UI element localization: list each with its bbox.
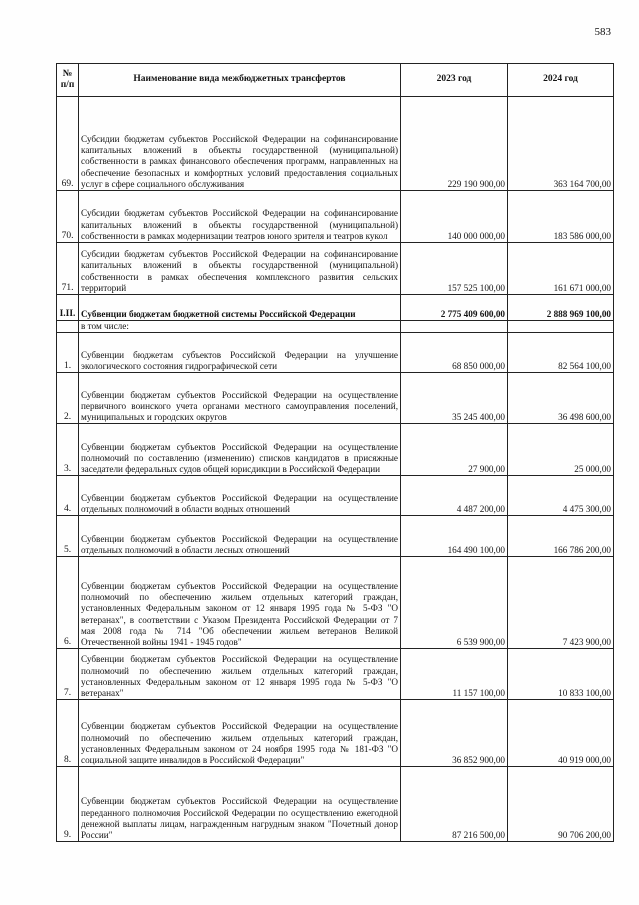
- row-amount-2023: 35 245 400,00: [401, 373, 508, 424]
- row-transfer-name: Субвенции бюджетам субъектов Российской Федерации на осуществление отдельных полномочий в области лесных отношений: [79, 516, 401, 557]
- row-amount-2024: 4 475 300,00: [508, 476, 614, 516]
- table-row: [57, 700, 614, 767]
- header-num: № п/п: [57, 64, 79, 97]
- row-amount-2024: 36 498 600,00: [508, 373, 614, 424]
- row-amount-2023: 27 900,00: [401, 424, 508, 476]
- row-amount-2023: 36 852 900,00: [401, 700, 508, 767]
- page-number: 583: [594, 26, 611, 38]
- row-transfer-name: Субвенции бюджетам субъектов Российской Федерации на осуществление отдельных полномочий в области водных отношений: [79, 476, 401, 516]
- row-number: 69.: [57, 97, 79, 191]
- row-number: I.II.: [57, 295, 79, 321]
- table-row: [57, 333, 614, 373]
- row-transfer-name: Субвенции бюджетам субъектов Российской Федерации на улучшение экологического состояния гидрографической сети: [79, 333, 401, 373]
- row-amount-2023: [401, 321, 508, 333]
- table-row: [57, 321, 614, 333]
- table-row: [57, 767, 614, 842]
- row-number: 4.: [57, 476, 79, 516]
- row-amount-2024: 40 919 000,00: [508, 700, 614, 767]
- header-year-2023: 2023 год: [401, 64, 508, 97]
- row-amount-2023: 11 157 100,00: [401, 649, 508, 700]
- row-number: 5.: [57, 516, 79, 557]
- row-amount-2024: 183 586 000,00: [508, 191, 614, 243]
- row-amount-2024: 363 164 700,00: [508, 97, 614, 191]
- table-row: [57, 97, 614, 191]
- row-amount-2023: 157 525 100,00: [401, 243, 508, 295]
- row-transfer-name: Субвенции бюджетам субъектов Российской Федерации на осуществление первичного воинского учета органами местного самоуправления поселений, муниципальных и городских округов: [79, 373, 401, 424]
- row-number: 7.: [57, 649, 79, 700]
- row-number: 8.: [57, 700, 79, 767]
- row-transfer-name: Субвенции бюджетам субъектов Российской Федерации на осуществление полномочий по составлению (изменению) списков кандидатов в присяжные заседатели федеральных судов общей юрисдикции в Российской Федерации: [79, 424, 401, 476]
- table-row: [57, 516, 614, 557]
- row-number: 9.: [57, 767, 79, 842]
- row-number: 6.: [57, 557, 79, 649]
- header-year-2024: 2024 год: [508, 64, 614, 97]
- row-transfer-name: Субвенции бюджетам бюджетной системы Российской Федерации: [79, 295, 401, 321]
- row-transfer-name: Субвенции бюджетам субъектов Российской Федерации на осуществление переданного полномочия Российской Федерации по осуществлению ежегодной денежной выплаты лицам, награжденным нагрудным знаком "Почетный донор России": [79, 767, 401, 842]
- row-transfer-name: Субвенции бюджетам субъектов Российской Федерации на осуществление полномочий по обеспечению жильем отдельных категорий граждан, установленных Федеральным законом от 12 января 1995 года № 5-ФЗ "О ветеранах", в соответствии с Указом Президента Российской Федерации от 7 мая 2008 года № 714 "Об обеспечении жильем ветеранов Великой Отечественной войны 1941 - 1945 годов": [79, 557, 401, 649]
- table-row: [57, 424, 614, 476]
- table-row: [57, 557, 614, 649]
- transfers-table: [56, 63, 614, 842]
- table-row: [57, 243, 614, 295]
- row-transfer-name: Субсидии бюджетам субъектов Российской Федерации на софинансирование капитальных вложений в объекты государственной (муниципальной) собственности в рамках модернизации театров юного зрителя и театров кукол: [79, 191, 401, 243]
- row-amount-2023: 140 000 000,00: [401, 191, 508, 243]
- row-amount-2023: 87 216 500,00: [401, 767, 508, 842]
- row-amount-2024: 90 706 200,00: [508, 767, 614, 842]
- row-amount-2024: 166 786 200,00: [508, 516, 614, 557]
- row-amount-2023: 229 190 900,00: [401, 97, 508, 191]
- row-number: 2.: [57, 373, 79, 424]
- row-amount-2024: 161 671 000,00: [508, 243, 614, 295]
- table-row: [57, 191, 614, 243]
- row-amount-2023: 6 539 900,00: [401, 557, 508, 649]
- table-row: [57, 295, 614, 321]
- row-amount-2024: 82 564 100,00: [508, 333, 614, 373]
- row-amount-2023: 4 487 200,00: [401, 476, 508, 516]
- table-row: [57, 373, 614, 424]
- row-amount-2023: 164 490 100,00: [401, 516, 508, 557]
- row-number: 71.: [57, 243, 79, 295]
- row-number: 70.: [57, 191, 79, 243]
- row-transfer-name: Субвенции бюджетам субъектов Российской Федерации на осуществление полномочий по обеспечению жильем отдельных категорий граждан, установленных Федеральным законом от 24 ноября 1995 года № 181-ФЗ "О социальной защите инвалидов в Российской Федерации": [79, 700, 401, 767]
- row-transfer-name: Субсидии бюджетам субъектов Российской Федерации на софинансирование капитальных вложений в объекты государственной (муниципальной) собственности в рамках обеспечения комплексного развития сельских территорий: [79, 243, 401, 295]
- row-amount-2024: 7 423 900,00: [508, 557, 614, 649]
- row-number: 1.: [57, 333, 79, 373]
- row-transfer-name: Субсидии бюджетам субъектов Российской Федерации на софинансирование капитальных вложений в объекты государственной (муниципальной) собственности в рамках финансового обеспечения программ, направленных на обеспечение безопасных и комфортных условий предоставления социальных услуг в сфере социального обслуживания: [79, 97, 401, 191]
- row-amount-2024: 10 833 100,00: [508, 649, 614, 700]
- row-transfer-name: в том числе:: [79, 321, 401, 333]
- row-amount-2023: 68 850 000,00: [401, 333, 508, 373]
- row-number: 3.: [57, 424, 79, 476]
- table-header-row: [57, 64, 614, 97]
- table-body: [57, 97, 614, 842]
- row-amount-2024: [508, 321, 614, 333]
- row-amount-2023: 2 775 409 600,00: [401, 295, 508, 321]
- table-row: [57, 476, 614, 516]
- row-number: [57, 321, 79, 333]
- table-row: [57, 649, 614, 700]
- row-amount-2024: 25 000,00: [508, 424, 614, 476]
- row-transfer-name: Субвенции бюджетам субъектов Российской Федерации на осуществление полномочий по обеспечению жильем отдельных категорий граждан, установленных Федеральным законом от 12 января 1995 года № 5-ФЗ "О ветеранах": [79, 649, 401, 700]
- header-name: Наименование вида межбюджетных трансфертов: [79, 64, 401, 97]
- row-amount-2024: 2 888 969 100,00: [508, 295, 614, 321]
